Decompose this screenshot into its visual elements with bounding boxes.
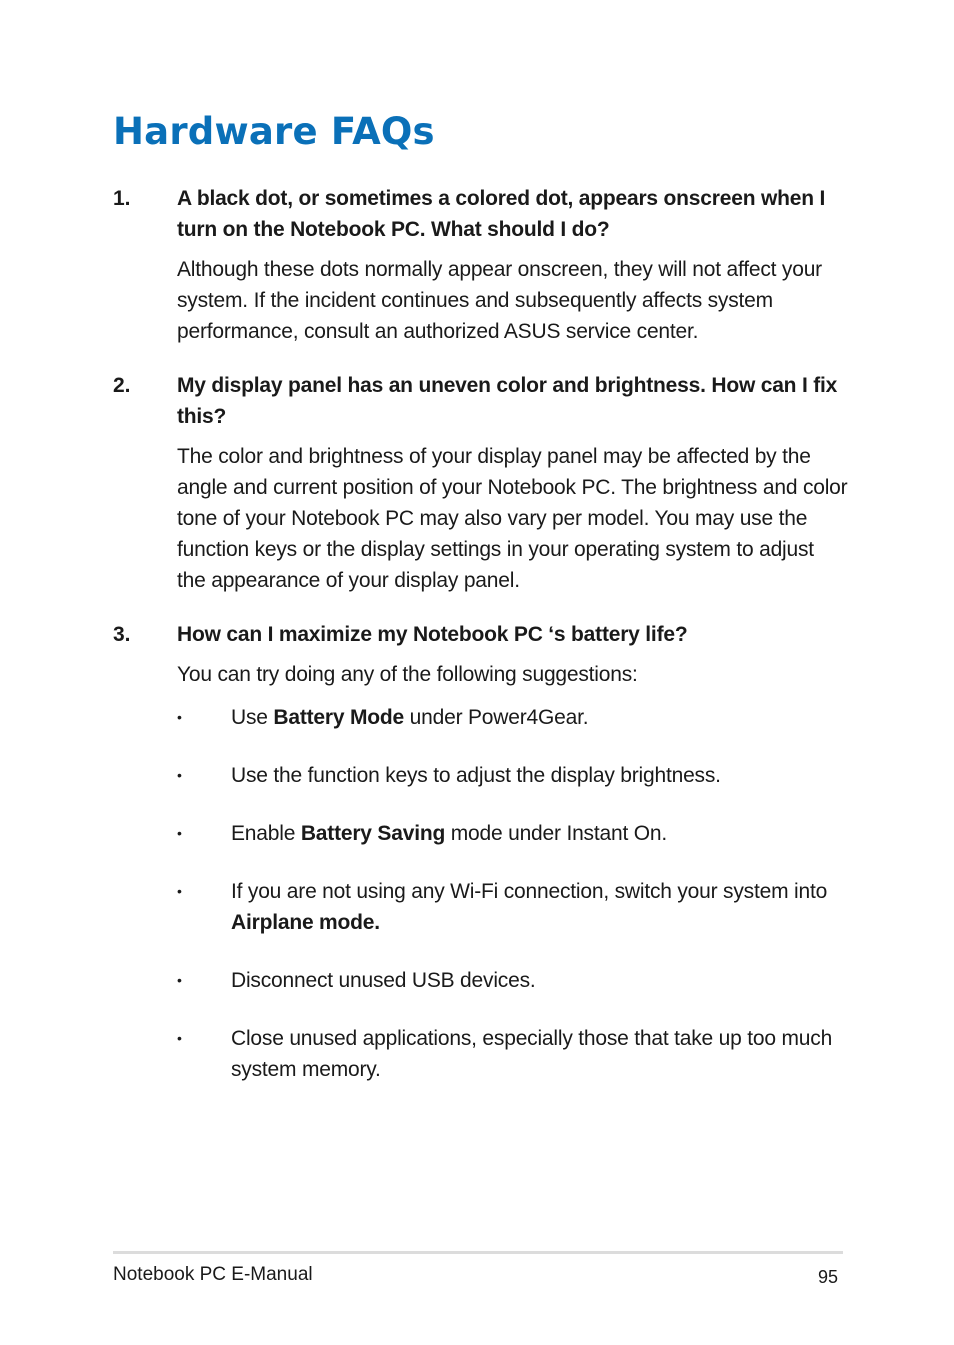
suggestion-text (231, 760, 848, 791)
list-item (113, 760, 848, 791)
faq-answer: You can try doing any of the following suggestions: (177, 663, 638, 686)
bullet-icon: • (177, 825, 182, 841)
bullet-icon: • (177, 972, 182, 988)
faq-number: 1. (113, 187, 131, 210)
faq-answer: The color and brightness of your display panel may be affected by the angle and current position of your Notebook PC. The brightness and color tone of your Notebook PC may also vary per model. You may use the function keys or the display settings in your operating system to adjust the appearance of your display panel. (177, 445, 848, 592)
faq-question: My display panel has an uneven color and brightness. How can I fix this? (177, 374, 838, 428)
faq-number: 3. (113, 623, 131, 646)
faq-question: How can I maximize my Notebook PC ‘s battery life? (177, 623, 688, 646)
suggestion-text-plain: Enable (231, 822, 301, 845)
suggestion-text-plain: Close unused applications, especially those that take up too much system memory. (231, 1027, 833, 1081)
suggestion-text-plain: under Power4Gear. (404, 706, 589, 729)
suggestion-text (231, 702, 848, 733)
list-item (113, 818, 848, 849)
faq-answer: Although these dots normally appear onscreen, they will not affect your system. If the incident continues and subsequently affects system performance, consult an authorized ASUS service center. (177, 258, 822, 343)
page-title: Hardware FAQs (113, 110, 435, 153)
suggestion-text-bold: Airplane mode. (231, 911, 380, 934)
list-item (113, 965, 848, 996)
suggestion-text-plain: Use the function keys to adjust the display brightness. (231, 764, 721, 787)
faq-item-3 (113, 619, 848, 1085)
page-number: 95 (817, 1267, 838, 1287)
suggestion-text (231, 876, 848, 938)
footer-divider (113, 1251, 843, 1254)
suggestion-text-bold: Battery Saving (300, 822, 446, 845)
faq-number: 2. (113, 374, 131, 397)
faq-item-1 (113, 183, 848, 347)
suggestion-text (231, 1023, 848, 1085)
suggestion-text (231, 965, 848, 996)
list-item (113, 876, 848, 938)
suggestion-text (231, 818, 848, 849)
suggestion-text-plain: mode under Instant On. (445, 822, 667, 845)
suggestion-text-plain: Disconnect unused USB devices. (231, 969, 536, 992)
faq-item-2 (113, 370, 848, 596)
bullet-icon: • (177, 767, 182, 783)
bullet-icon: • (177, 709, 182, 725)
bullet-icon: • (177, 1030, 182, 1046)
faq-list (113, 183, 848, 1112)
suggestion-text-plain: If you are not using any Wi-Fi connection, switch your system into (231, 880, 828, 903)
suggestion-text-plain: Use (231, 706, 274, 729)
faq-question: A black dot, or sometimes a colored dot, appears onscreen when I turn on the Notebook PC. What should I do? (177, 187, 826, 241)
suggestion-text-bold: Battery Mode (273, 706, 405, 729)
list-item (113, 702, 848, 733)
bullet-icon: • (177, 883, 182, 899)
footer-manual-name: Notebook PC E-Manual (113, 1264, 313, 1285)
suggestion-list (113, 702, 848, 1085)
list-item (113, 1023, 848, 1085)
